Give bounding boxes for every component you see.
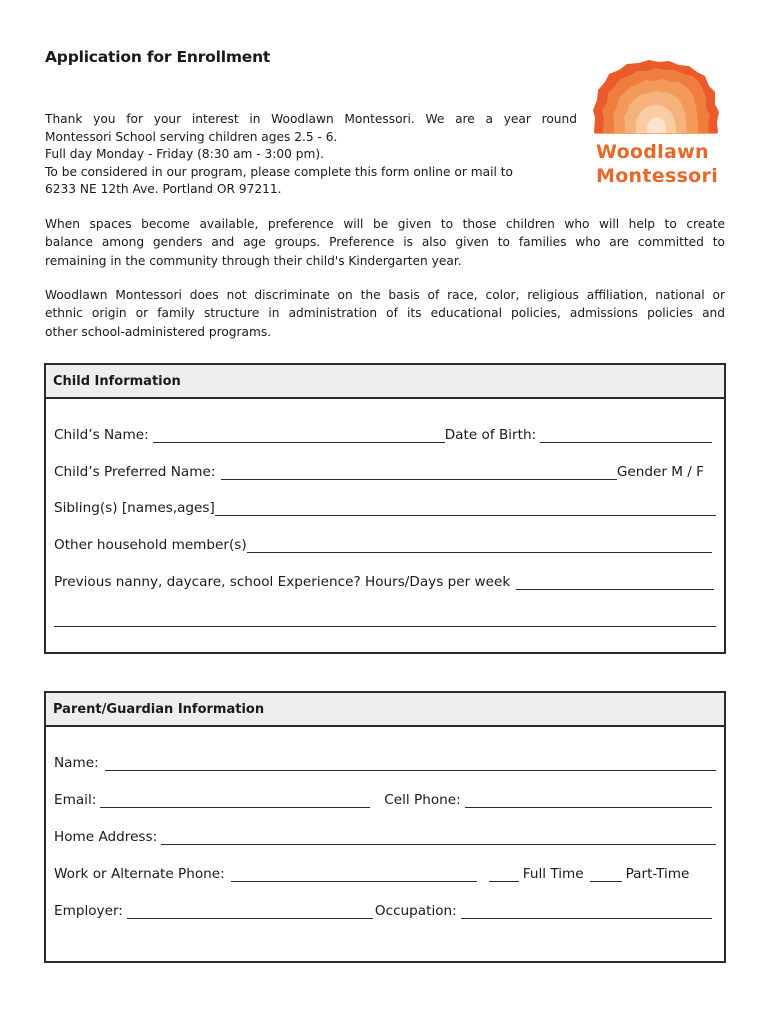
child-information-section xyxy=(44,363,726,654)
nondiscrimination-paragraph xyxy=(45,286,725,341)
paragraph-line: When spaces become available, preference will be given to those children who will help to create xyxy=(45,217,725,231)
field-label: Occupation: xyxy=(374,903,457,919)
field-label: Home Address: xyxy=(54,829,158,845)
paragraph-line: remaining in the community through their child's Kindergarten year. xyxy=(45,253,462,268)
household-field[interactable] xyxy=(247,539,712,553)
previous-care-row xyxy=(54,570,716,590)
occupation-field[interactable] xyxy=(461,905,712,919)
page-title: Application for Enrollment xyxy=(45,48,271,66)
intro-line: Thank you for your interest in Woodlawn Montessori. We are a year round xyxy=(45,112,577,126)
intro-line: To be considered in our program, please complete this form online or mail to xyxy=(45,164,513,179)
preferred-name-field[interactable] xyxy=(221,466,616,480)
intro-line: 6233 NE 12th Ave. Portland OR 97211. xyxy=(45,182,282,197)
tree-rings-icon xyxy=(589,60,723,134)
intro-line: Montessori School serving children ages 2.5 - 6. xyxy=(45,129,338,144)
section-header: Child Information xyxy=(46,365,724,399)
email-field[interactable] xyxy=(100,794,370,808)
logo-wordmark-line1: Woodlawn xyxy=(596,141,709,163)
childs-name-row xyxy=(54,423,716,443)
field-label: Work or Alternate Phone: xyxy=(54,866,225,882)
field-label: Sibling(s) [names,ages] xyxy=(54,500,215,516)
field-label: Employer: xyxy=(54,903,123,919)
work-phone-row xyxy=(54,862,716,882)
employer-row xyxy=(54,899,716,919)
field-label: Email: xyxy=(54,792,97,808)
field-label: Full Time xyxy=(522,866,584,882)
parent-name-row xyxy=(54,751,716,771)
siblings-field[interactable] xyxy=(215,502,716,516)
date-of-birth-field[interactable] xyxy=(540,429,712,443)
intro-text xyxy=(45,111,577,199)
siblings-row xyxy=(54,496,716,516)
gender-label[interactable]: Gender M / F xyxy=(616,464,704,480)
field-label: Name: xyxy=(54,755,99,771)
preference-paragraph xyxy=(45,215,725,270)
section-header: Parent/Guardian Information xyxy=(46,693,724,727)
cell-phone-field[interactable] xyxy=(465,794,712,808)
previous-care-continuation-field[interactable] xyxy=(54,613,716,627)
paragraph-line: other school-administered programs. xyxy=(45,324,272,339)
household-row xyxy=(54,533,716,553)
work-phone-field[interactable] xyxy=(231,868,477,882)
intro-line: Full day Monday - Friday (8:30 am - 3:00 pm). xyxy=(45,147,325,162)
logo-divider xyxy=(595,133,717,134)
paragraph-line: ethnic origin or family structure in administration of its educational policies, admissions policies and xyxy=(45,306,725,321)
previous-care-continuation-row xyxy=(54,607,716,627)
employer-field[interactable] xyxy=(127,905,373,919)
preferred-name-row xyxy=(54,460,716,480)
field-label: Child’s Preferred Name: xyxy=(54,464,216,480)
field-label: Child’s Name: xyxy=(54,427,149,443)
field-label: Date of Birth: xyxy=(444,427,537,443)
childs-name-field[interactable] xyxy=(153,429,445,443)
paragraph-line: balance among genders and age groups. Preference is also given to families who are committed to xyxy=(45,235,725,250)
parent-guardian-section xyxy=(44,691,726,963)
field-label: Cell Phone: xyxy=(384,792,461,808)
previous-care-field[interactable] xyxy=(516,576,714,590)
part-time-field[interactable] xyxy=(590,868,622,882)
field-label: Other household member(s) xyxy=(54,537,247,553)
field-label: Part-Time xyxy=(625,866,690,882)
paragraph-line: Woodlawn Montessori does not discriminate on the basis of race, color, religious affiliation, national or xyxy=(45,288,725,302)
home-address-row xyxy=(54,825,716,845)
woodlawn-logo xyxy=(589,60,723,192)
field-label: Previous nanny, daycare, school Experience? Hours/Days per week xyxy=(54,574,511,590)
parent-name-field[interactable] xyxy=(105,757,716,771)
full-time-field[interactable] xyxy=(489,868,519,882)
logo-wordmark-line2: Montessori xyxy=(596,165,719,187)
home-address-field[interactable] xyxy=(161,831,716,845)
email-row xyxy=(54,788,716,808)
